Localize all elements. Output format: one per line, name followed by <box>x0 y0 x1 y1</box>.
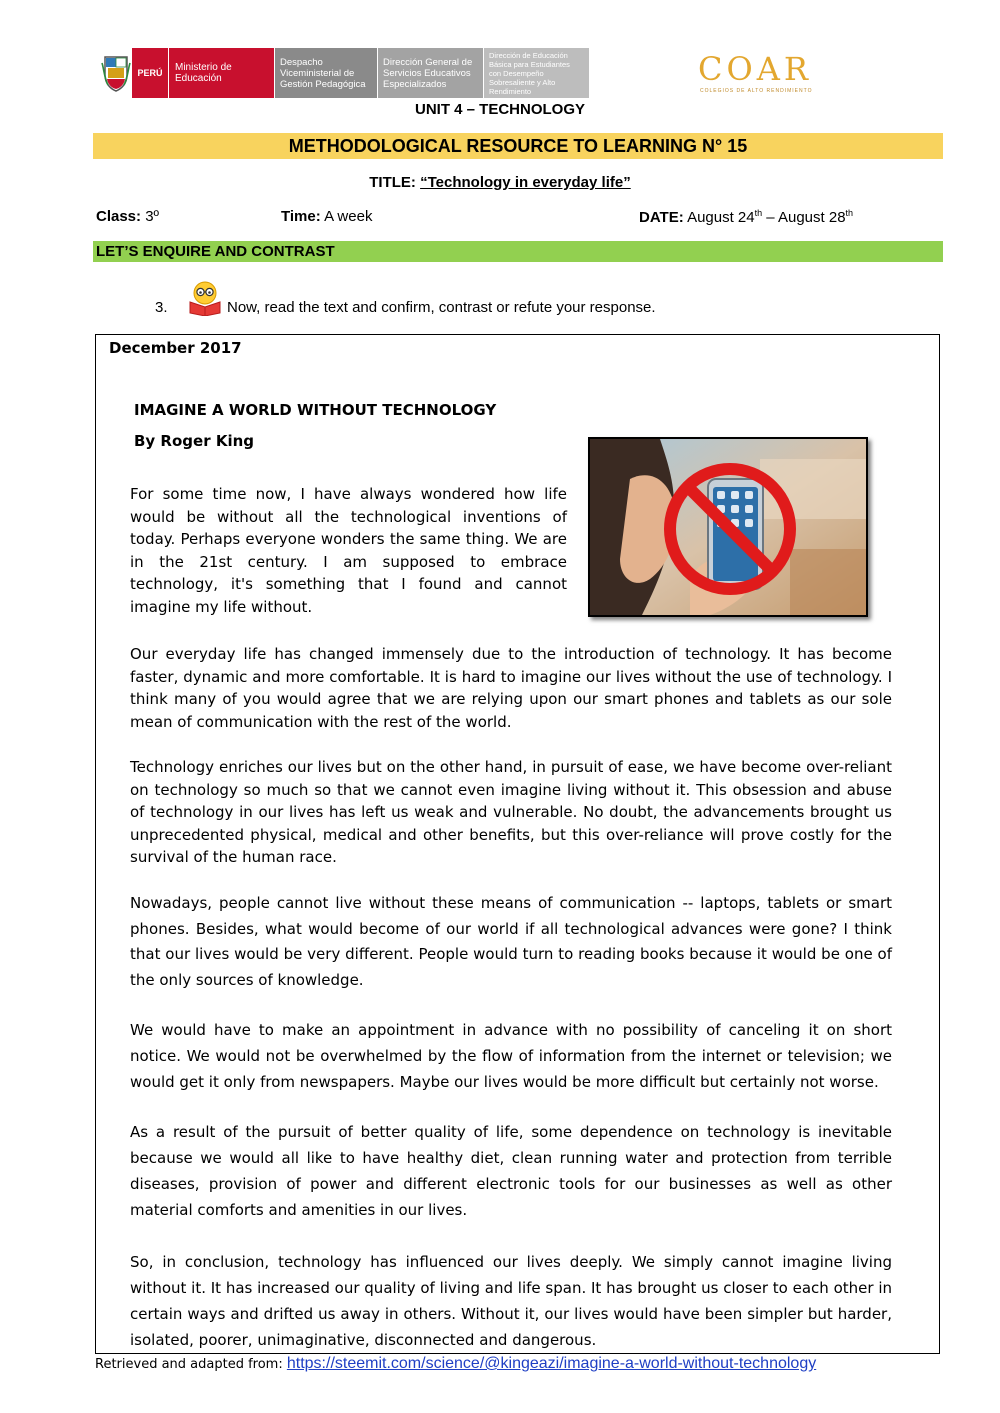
date-end: – August 28 <box>762 209 846 226</box>
paragraph-4: Nowadays, people cannot live without these means of communication -- laptops, tablets or smart phones. Besides, what would become of our world if all technological advances were gone? I think that our lives would be very different. People would turn to reading books because it would be one of the only sources of knowledge. <box>130 894 892 989</box>
paragraph-5: We would have to make an appointment in advance with no possibility of canceling it on short notice. We would not be overwhelmed by the flow of information from the internet or television; we would get it only from newspapers. Maybe our lives would be more difficult but certainly not worse. <box>130 1021 892 1091</box>
instruction <box>155 280 656 316</box>
peru-label: PERÚ <box>132 48 168 98</box>
source-link[interactable]: https://steemit.com/science/@kingeazi/imagine-a-world-without-technology <box>286 1355 817 1372</box>
vice-ministry-label: Despacho Viceministerial de Gestión Pedagógica <box>274 48 377 98</box>
coar-logo <box>698 50 838 96</box>
title-label: TITLE: <box>369 174 416 191</box>
time-value: A week <box>324 208 373 225</box>
class-label: Class: <box>96 208 142 225</box>
instruction-text: Now, read the text and confirm, contrast or refute your response. <box>227 299 656 316</box>
direction-education-label: Dirección de Educación Básica para Estudiantes con Desempeño Sobresaliente y Alto Rendimiento <box>483 48 589 98</box>
direction-general-label: Dirección General de Servicios Educativos Especializados <box>377 48 483 98</box>
title-value: “Technology in everyday life” <box>420 174 631 191</box>
article-box <box>95 334 940 1354</box>
reading-emoji-icon <box>185 280 225 316</box>
date-info <box>639 208 853 226</box>
section-heading: LET’S ENQUIRE AND CONTRAST <box>93 241 943 262</box>
no-phone-photo <box>588 437 868 617</box>
date-label: DATE: <box>639 209 684 226</box>
time-label: Time: <box>281 208 321 225</box>
peru-shield-icon <box>100 48 132 98</box>
date-end-suffix: th <box>845 208 854 218</box>
paragraph-1: For some time now, I have always wondered how life would be without all the technological inventions of today. Perhaps everyone wonders the same thing. We are in the 21st century. I am supposed to embrace technology, it's something that I found and cannot imagine my life without. <box>130 485 567 616</box>
coar-logo-text: COAR <box>698 50 812 88</box>
instruction-number: 3. <box>155 299 168 316</box>
document-title <box>0 174 1000 191</box>
source-citation <box>95 1355 816 1373</box>
paragraph-6: As a result of the pursuit of better quality of life, some dependence on technology is inevitable because we would all like to have healthy diet, clean running water and protection from terrible diseases, provision of power and different electronic tools for our businesses as well as other material comforts and amenities in our lives. <box>130 1123 892 1219</box>
unit-title: UNIT 4 – TECHNOLOGY <box>414 101 586 118</box>
paragraph-3: Technology enriches our lives but on the other hand, in pursuit of ease, we have become over-reliant on technology so much so that we cannot even imagine living without it. This obsession and abuse of technology in our lives has left us weak and vulnerable. No doubt, the advancements brought us unprecedented physical, medical and other benefits, but this over-reliance will prove costly for the survival of the human race. <box>130 758 892 867</box>
article-headline: IMAGINE A WORLD WITHOUT TECHNOLOGY <box>134 401 497 419</box>
government-logo <box>100 48 589 98</box>
coar-logo-subtitle: COLEGIOS DE ALTO RENDIMIENTO <box>700 88 813 94</box>
paragraph-7: So, in conclusion, technology has influenced our lives deeply. We simply cannot imagine living without it. It has increased our quality of living and life span. It has brought us closer to each other in certain ways and drifted us away in others. Without it, our lives would have been simpler but harder, isolated, poorer, unimaginative, disconnected and dangerous. <box>130 1253 892 1349</box>
class-value: 3º <box>145 208 160 225</box>
article-date: December 2017 <box>109 339 242 357</box>
resource-banner: METHODOLOGICAL RESOURCE TO LEARNING N° 15 <box>93 133 943 159</box>
ministry-label: Ministerio de Educación <box>168 48 274 98</box>
time-info <box>281 208 372 225</box>
date-start-suffix: th <box>754 208 763 218</box>
paragraph-2: Our everyday life has changed immensely due to the introduction of technology. It has become faster, dynamic and more comfortable. It is hard to imagine our lives without the use of technology. I think many of you would agree that we are relying upon our smart phones and tablets as our sole mean of communication with the rest of the world. <box>130 645 892 731</box>
source-label: Retrieved and adapted from: <box>95 1357 287 1372</box>
class-info <box>96 208 159 225</box>
date-start: August 24 <box>687 209 755 226</box>
article-byline: By Roger King <box>134 432 254 450</box>
